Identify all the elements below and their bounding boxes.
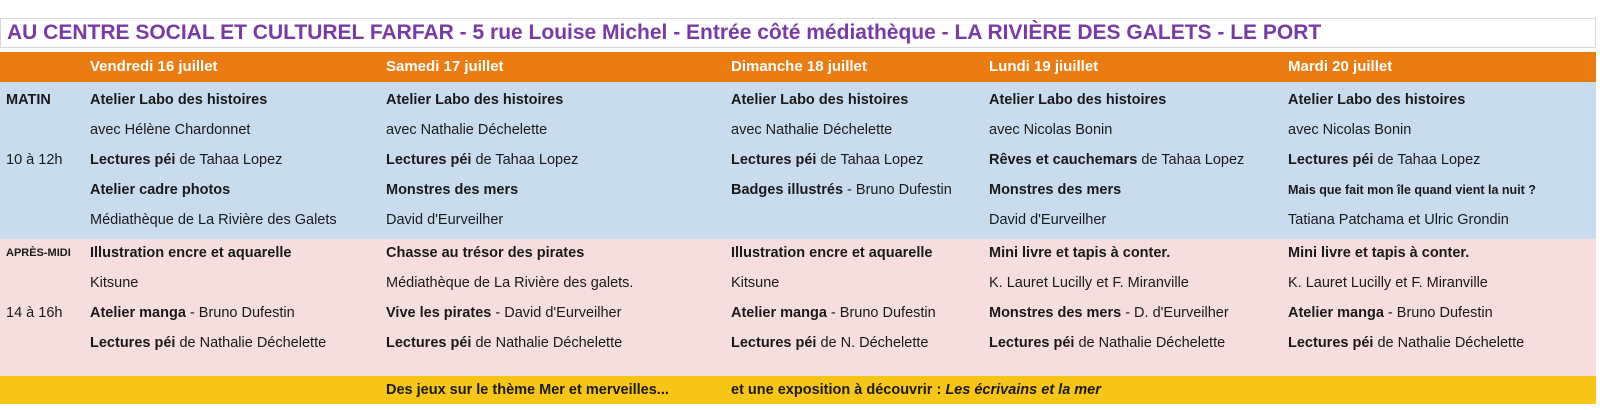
event-cell bbox=[989, 298, 1229, 328]
event-detail: de N. Déchelette bbox=[816, 335, 929, 351]
event-cell bbox=[989, 238, 1170, 268]
event-cell bbox=[90, 115, 250, 145]
event-cell bbox=[90, 298, 295, 328]
event-detail: de Tahaa Lopez bbox=[1137, 152, 1245, 168]
event-title: Atelier Labo des histoires bbox=[90, 92, 268, 108]
event-cell bbox=[1288, 268, 1488, 298]
event-cell bbox=[989, 145, 1244, 175]
event-cell bbox=[731, 268, 779, 298]
event-cell bbox=[731, 328, 928, 358]
event-cell bbox=[731, 175, 952, 205]
event-detail: - Bruno Dufestin bbox=[826, 305, 936, 321]
event-detail: Médiathèque de La Rivière des galets. bbox=[386, 275, 634, 291]
event-detail: avec Nicolas Bonin bbox=[1288, 122, 1412, 138]
afternoon-row bbox=[0, 268, 1596, 298]
event-detail: - D. d'Eurveilher bbox=[1121, 305, 1229, 321]
event-detail: K. Lauret Lucilly et F. Miranville bbox=[1288, 275, 1488, 291]
morning-time: 10 à 12h bbox=[6, 152, 63, 168]
event-detail: de Tahaa Lopez bbox=[175, 152, 283, 168]
event-detail: de Tahaa Lopez bbox=[1373, 152, 1481, 168]
event-cell bbox=[989, 205, 1106, 235]
event-title: Lectures péi bbox=[989, 335, 1075, 351]
event-detail: avec Nathalie Déchelette bbox=[731, 122, 893, 138]
event-detail: de Nathalie Déchelette bbox=[471, 335, 623, 351]
event-cell bbox=[386, 205, 503, 235]
event-title: Atelier Labo des histoires bbox=[989, 92, 1167, 108]
day-header: Vendredi 16 juillet bbox=[90, 58, 218, 75]
event-title: Atelier manga bbox=[1288, 305, 1384, 321]
event-cell bbox=[1288, 115, 1411, 145]
afternoon-row bbox=[0, 328, 1596, 358]
event-cell bbox=[1288, 175, 1536, 205]
days-header bbox=[0, 52, 1596, 82]
event-title: Monstres des mers bbox=[989, 182, 1122, 198]
event-title: Lectures péi bbox=[1288, 335, 1374, 351]
event-cell bbox=[731, 298, 936, 328]
event-title: Mini livre et tapis à conter. bbox=[989, 245, 1171, 261]
event-detail: de Nathalie Déchelette bbox=[175, 335, 327, 351]
event-title: Monstres des mers bbox=[386, 182, 519, 198]
event-cell bbox=[386, 145, 578, 175]
event-title: Lectures péi bbox=[731, 152, 817, 168]
event-cell bbox=[1288, 328, 1524, 358]
afternoon-row bbox=[0, 238, 1596, 268]
event-title: Illustration encre et aquarelle bbox=[90, 245, 292, 261]
event-cell bbox=[731, 115, 892, 145]
day-header: Dimanche 18 juillet bbox=[731, 58, 867, 75]
footer-text bbox=[0, 376, 1596, 404]
event-title: Chasse au trésor des pirates bbox=[386, 245, 585, 261]
event-detail: de Nathalie Déchelette bbox=[1074, 335, 1226, 351]
event-detail: de Tahaa Lopez bbox=[816, 152, 924, 168]
event-detail: avec Hélène Chardonnet bbox=[90, 122, 251, 138]
afternoon-time: 14 à 16h bbox=[6, 305, 63, 321]
event-detail: K. Lauret Lucilly et F. Miranville bbox=[989, 275, 1189, 291]
event-detail: - Bruno Dufestin bbox=[1383, 305, 1493, 321]
event-detail: Tatiana Patchama et Ulric Grondin bbox=[1288, 212, 1509, 228]
event-title: Lectures péi bbox=[90, 335, 176, 351]
footer-exhibition-label: et une exposition à découvrir : bbox=[731, 382, 942, 398]
afternoon-row bbox=[0, 298, 1596, 328]
event-detail: avec Nathalie Déchelette bbox=[386, 122, 548, 138]
event-cell bbox=[386, 238, 584, 268]
event-cell bbox=[90, 238, 291, 268]
event-cell bbox=[731, 238, 932, 268]
morning-row bbox=[0, 115, 1596, 145]
event-title: Monstres des mers bbox=[989, 305, 1122, 321]
day-header: Lundi 19 jiuillet bbox=[989, 58, 1099, 75]
day-header: Samedi 17 juillet bbox=[386, 58, 504, 75]
event-title: Mais que fait mon île quand vient la nuit ? bbox=[1288, 183, 1536, 197]
morning-row bbox=[0, 145, 1596, 175]
event-cell bbox=[386, 115, 547, 145]
event-cell bbox=[386, 268, 633, 298]
event-title: Lectures péi bbox=[386, 152, 472, 168]
event-title: Atelier manga bbox=[90, 305, 186, 321]
event-cell bbox=[989, 115, 1112, 145]
event-cell bbox=[989, 175, 1121, 205]
event-cell bbox=[989, 328, 1225, 358]
morning-row bbox=[0, 205, 1596, 235]
footer-exhibition bbox=[731, 376, 1101, 404]
event-title: Atelier Labo des histoires bbox=[386, 92, 564, 108]
event-detail: de Tahaa Lopez bbox=[471, 152, 579, 168]
event-detail: - Bruno Dufestin bbox=[843, 182, 952, 198]
day-header: Mardi 20 juillet bbox=[1288, 58, 1393, 75]
event-detail: Kitsune bbox=[731, 275, 780, 291]
event-title: Lectures péi bbox=[731, 335, 817, 351]
event-title: Atelier manga bbox=[731, 305, 827, 321]
event-title: Lectures péi bbox=[1288, 152, 1374, 168]
morning-row bbox=[0, 85, 1596, 115]
event-detail: de Nathalie Déchelette bbox=[1373, 335, 1525, 351]
event-cell bbox=[90, 205, 337, 235]
event-title: Lectures péi bbox=[386, 335, 472, 351]
event-title: Atelier Labo des histoires bbox=[1288, 92, 1466, 108]
event-title: Mini livre et tapis à conter. bbox=[1288, 245, 1470, 261]
event-cell bbox=[1288, 85, 1465, 115]
event-title: Atelier Labo des histoires bbox=[731, 92, 909, 108]
event-title: Lectures péi bbox=[90, 152, 176, 168]
event-title: Atelier cadre photos bbox=[90, 182, 231, 198]
event-cell bbox=[386, 175, 518, 205]
footer-games: Des jeux sur le thème Mer et merveilles... bbox=[386, 382, 669, 398]
event-cell bbox=[90, 175, 230, 205]
event-title: Vive les pirates bbox=[386, 305, 492, 321]
event-title: Badges illustrés bbox=[731, 182, 844, 198]
event-cell bbox=[90, 328, 326, 358]
morning-label: MATIN bbox=[6, 92, 51, 108]
event-cell bbox=[1288, 238, 1469, 268]
event-cell bbox=[989, 85, 1166, 115]
event-cell bbox=[731, 145, 923, 175]
event-cell bbox=[1288, 145, 1480, 175]
event-detail: Médiathèque de La Rivière des Galets bbox=[90, 212, 337, 228]
event-cell bbox=[1288, 298, 1493, 328]
footer-exhibition-title: Les écrivains et la mer bbox=[945, 382, 1101, 398]
event-cell bbox=[386, 298, 621, 328]
event-cell bbox=[386, 328, 622, 358]
event-detail: avec Nicolas Bonin bbox=[989, 122, 1113, 138]
event-cell bbox=[386, 85, 563, 115]
event-cell bbox=[90, 268, 138, 298]
event-cell bbox=[90, 85, 267, 115]
morning-row bbox=[0, 175, 1596, 205]
event-detail: Kitsune bbox=[90, 275, 139, 291]
event-title: Illustration encre et aquarelle bbox=[731, 245, 933, 261]
event-detail: - Bruno Dufestin bbox=[185, 305, 295, 321]
page-title: AU CENTRE SOCIAL ET CULTUREL FARFAR - 5 rue Louise Michel - Entrée côté médiathèque - LA RIVIÈRE DES GALETS - LE PORT bbox=[0, 18, 1596, 48]
event-detail: - David d'Eurveilher bbox=[491, 305, 622, 321]
event-cell bbox=[989, 268, 1189, 298]
event-detail: David d'Eurveilher bbox=[989, 212, 1107, 228]
event-cell bbox=[1288, 205, 1509, 235]
afternoon-label: APRÈS-MIDI bbox=[6, 247, 71, 259]
event-cell bbox=[731, 85, 908, 115]
event-detail: David d'Eurveilher bbox=[386, 212, 504, 228]
event-title: Rêves et cauchemars bbox=[989, 152, 1138, 168]
event-cell bbox=[90, 145, 282, 175]
